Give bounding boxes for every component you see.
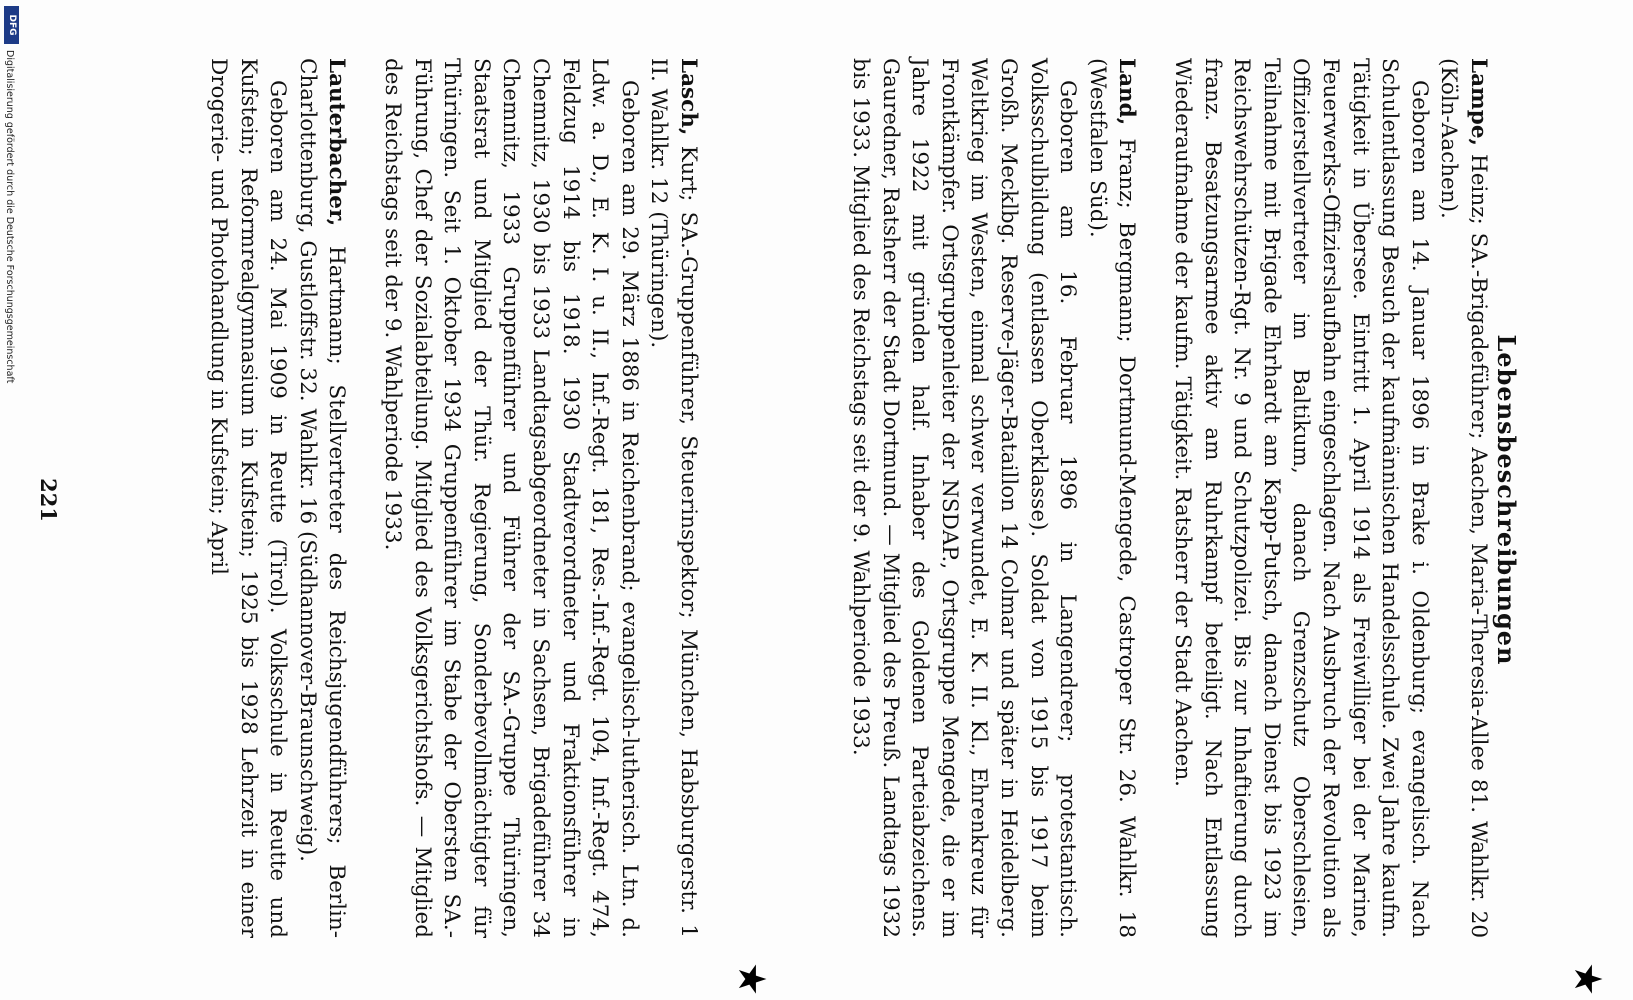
entry-heading — [1082, 58, 1141, 938]
entry-name: Lauterbacher, — [324, 58, 350, 227]
top-column — [820, 58, 1493, 938]
star-icon: ★ — [730, 962, 774, 997]
entry-body: Geboren am 29. März 1886 in Reichenbrand; evangelisch-lutherisch. Ltn. d. Ldw. a. D., E. K. I. u. II., Inf.-Regt. 181, Res.-Inf.-Regt. 104, Inf.-Regt. 474, Feldzug 1914 bis 1918. 1930 Stadtverordneter und Fraktionsführer in Chemnitz, 1930 bis 1933 Landtagsabgeordneter in Sachsen, Brigadeführer 34 Chemnitz, 1933 Gruppenführer und Führer der SA.-Gruppe Thüringen, Staatsrat und Mitglied der Thür. Regierung, Sonderbevollmächtigter für Thüringen. Seit 1. Oktober 1934 Gruppenführer im Stabe der Obersten SA.-Führung, Chef der Sozialabteilung. Mitglied des Volksgerichtshofs. — Mitglied des Reichstags seit der 9. Wahlperiode 1933. — [380, 58, 642, 938]
entry-lauterbacher — [204, 58, 352, 938]
entry-name: Lampe, — [1466, 58, 1491, 146]
entry-lampe — [1167, 58, 1493, 938]
star-icon: ★ — [1566, 962, 1610, 997]
entry-heading — [1434, 58, 1493, 938]
digitization-credit: Digitalisierung gefördert durch die Deutsche Forschungsgemeinschaft — [4, 50, 15, 384]
entry-body: Geboren am 24. Mai 1909 in Reutte (Tirol). Volksschule in Reutte und Kufstein; Reformrealgymnasium in Kufstein; 1925 bis 1928 Lehrzeit in einer Drogerie- und Photohandlung in Kufstein; April — [206, 58, 291, 938]
entry-body: Geboren am 14. Januar 1896 in Brake i. Oldenburg; evangelisch. Nach Schulentlassung Besuch der kaufmännischen Handelsschule. Zwei Jahre kaufm. Tätigkeit in Übersee. Eintritt 1. April 1914 als Freiwilliger bei der Marine, Feuerwerks-Offizierslaufbahn eingeschlagen. Nach Ausbruch der Revolution als Offizierstellvertreter im Baltikum, danach Grenzschutz Oberschlesien, Teilnahme mit Brigade Ehrhardt am Kapp-Putsch, danach Dienst bis 1923 im Reichswehrschützen-Rgt. Nr. 9 und Schutzpolizei. Bis zur Inhaftierung durch franz. Besatzungsarmee aktiv am Ruhrkampf beteiligt. Nach Entlassung Wiederaufnahme der kaufm. Tätigkeit. Ratsherr der Stadt Aachen. — [1170, 58, 1432, 938]
entry-heading — [292, 58, 351, 938]
entry-name: Land, — [1114, 58, 1140, 126]
dfg-logo: DFG — [4, 6, 19, 44]
running-header: Lebensbeschreibungen — [1492, 334, 1521, 666]
entry-head-text: Kurt; SA.-Gruppenführer, Steuerinspektor; München, Habsburgerstr. 1 II. Wahlkr. 12 (Thüringen). — [646, 58, 701, 938]
page-number: 221 — [36, 478, 61, 522]
entry-body: Geboren am 16. Februar 1896 in Langendreer; protestantisch. Volksschulbildung (entlassen Oberklasse). Soldat von 1915 bis 1917 beim Großh. Mecklbg. Reserve-Jäger-Bataillon 14 Colmar und später in Heidelberg. Weltkrieg im Westen, einmal schwer verwundet, E. K. II. Kl., Ehrenkreuz für Frontkämpfer. Ortsgruppenleiter der NSDAP., Ortsgruppe Mengede, die er im Jahre 1922 mit gründen half. Inhaber des Goldenen Parteiabzeichens. Gauredner, Ratsherr der Stadt Dortmund. — Mitglied des Preuß. Landtags 1932 bis 1933. Mitglied des Reichstags seit der 9. Wahlperiode 1933. — [848, 58, 1081, 938]
entry-name: Lasch, — [676, 58, 701, 136]
entry-head-text: Heinz; SA.-Brigadeführer; Aachen, Maria-Theresia-Allee 81. Wahlkr. 20 (Köln-Aachen). — [1436, 58, 1491, 938]
entry-head-text: Franz; Bergmann; Dortmund-Mengede, Castroper Str. 26. Wahlkr. 18 (Westfalen Süd). — [1084, 58, 1140, 938]
entry-heading — [644, 58, 703, 938]
bottom-column — [178, 58, 704, 938]
entry-lasch — [377, 58, 703, 938]
entry-head-text: Hartmann; Stellvertreter des Reichsjugendführers; Berlin-Charlottenburg, Gustloffstr. 32. Wahlkr. 16 (Südhannover-Braunschweig). — [294, 58, 350, 938]
entry-land — [846, 58, 1142, 938]
